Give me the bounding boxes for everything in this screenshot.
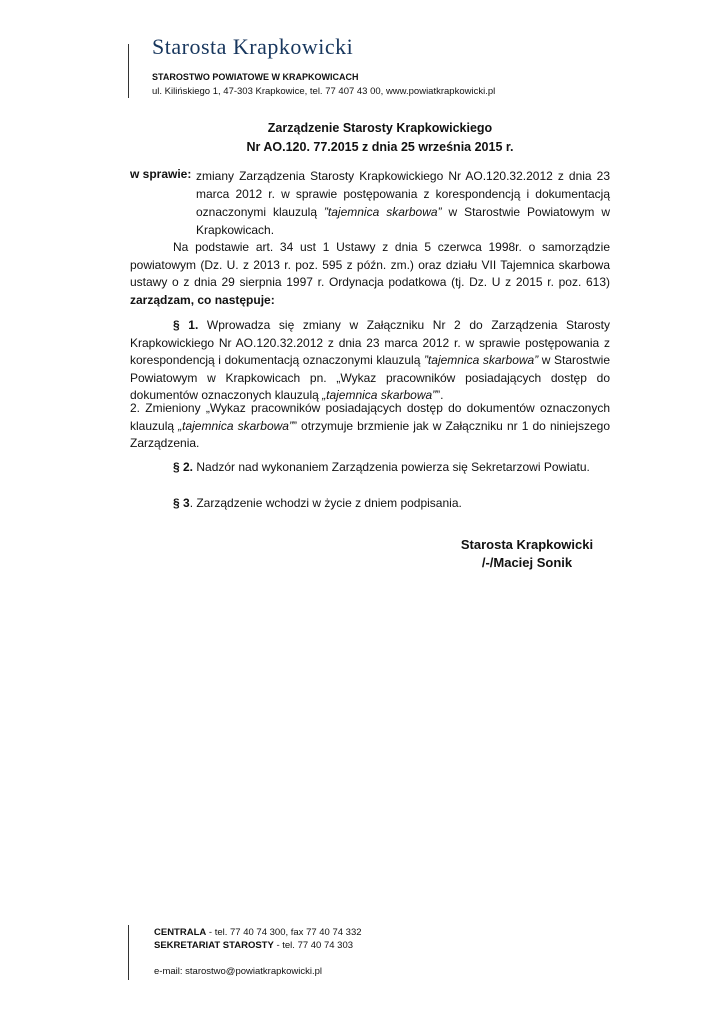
header-divider bbox=[128, 44, 129, 98]
decree-phrase: zarządzam, co następuje: bbox=[130, 292, 275, 307]
section-3-label: § 3 bbox=[173, 496, 190, 510]
signature-name: /-/Maciej Sonik bbox=[481, 555, 573, 570]
org-name: STAROSTWO POWIATOWE W KRAPKOWICACH bbox=[152, 72, 359, 82]
document-number: Nr AO.120. 77.2015 z dnia 25 września 2015 r. bbox=[246, 140, 514, 154]
section-1-paragraph: § 1. Wprowadza się zmiany w Załączniku Nr 2 do Zarządzenia Starosty Krapkowickiego Nr AO.120.32.2012 z dnia 23 marca 2012 r. w sprawie postępowania z korespondencją i dokumentacją oznaczonymi klauzulą ”tajemnica skarbowa” w Starostwie Powiatowym w Krapkowicach pn. „Wykaz pracowników posiadających dostęp do dokumentów oznaczonych klauzulą „tajemnica skarbowa””. bbox=[130, 318, 611, 402]
section-2-label: § 2. bbox=[173, 460, 194, 474]
section-2-paragraph: § 2. Nadzór nad wykonaniem Zarządzenia powierza się Sekretarzowi Powiatu. bbox=[173, 460, 590, 474]
org-address: ul. Kilińskiego 1, 47-303 Krapkowice, tel. 77 407 43 00, www.powiatkrapkowicki.pl bbox=[152, 86, 496, 97]
footer-central: CENTRALA - tel. 77 40 74 300, fax 77 40 74 332 bbox=[154, 927, 362, 938]
subject-text: zmiany Zarządzenia Starosty Krapkowickiego Nr AO.120.32.2012 z dnia 23 marca 2012 r. w sprawie postępowania z korespondencją i dokumentacją oznaczonymi klauzulą ”tajemnica skarbowa” w Starostwie Powiatowym w Krapkowicach. bbox=[196, 169, 610, 237]
signature-title: Starosta Krapkowicki bbox=[460, 537, 594, 552]
subject-label: w sprawie: bbox=[130, 167, 192, 181]
footer-secretariat: SEKRETARIAT STAROSTY - tel. 77 40 74 303 bbox=[154, 940, 354, 951]
section-1-label: § 1. bbox=[173, 318, 199, 332]
footer-email: e-mail: starostwo@powiatkrapkowicki.pl bbox=[154, 966, 323, 977]
section-3-paragraph: § 3. Zarządzenie wchodzi w życie z dniem podpisania. bbox=[173, 496, 462, 510]
legal-basis-paragraph: Na podstawie art. 34 ust 1 Ustawy z dnia 5 czerwca 1998r. o samorządzie powiatowym (Dz. U. z 2013 r. poz. 595 z późn. zm.) oraz działu VII Tajemnica skarbowa ustawy o z dnia 29 sierpnia 1997 r. Ordynacja podatkowa (tj. Dz. U z 2015 r. poz. 613) zarządzam, co następuje: bbox=[130, 240, 610, 307]
org-title: Starosta Krapkowicki bbox=[152, 34, 354, 59]
footer-divider bbox=[128, 925, 129, 980]
section-1-point-2: 2. Zmieniony „Wykaz pracowników posiadających dostęp do dokumentów oznaczonych klauzulą „tajemnica skarbowa”” otrzymuje brzmienie jak w Załączniku nr 1 do niniejszego Zarządzenia. bbox=[130, 401, 610, 450]
document-title: Zarządzenie Starosty Krapkowickiego bbox=[267, 121, 493, 135]
